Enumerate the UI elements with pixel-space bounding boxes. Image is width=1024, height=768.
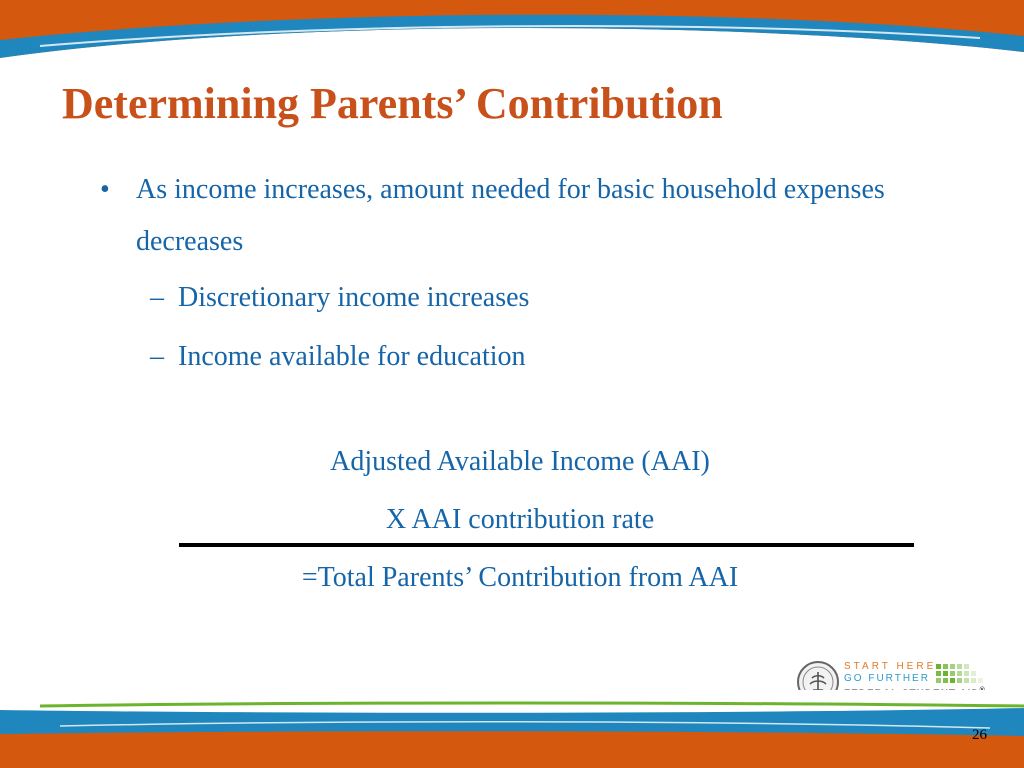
header-banner (0, 0, 1024, 70)
sub-item-text: Discretionary income increases (178, 282, 530, 313)
formula-line-rate: X AAI contribution rate (385, 504, 655, 535)
sub-item-marker: – (150, 282, 164, 313)
page-number: 26 (972, 727, 987, 743)
formula-line-aai: Adjusted Available Income (AAI) (330, 446, 710, 477)
sub-item-text: Income available for education (178, 341, 526, 372)
sub-item-education (150, 341, 526, 373)
bullet-text: As income increases, amount needed for basic household expenses decreases (136, 174, 885, 257)
slide-title: Determining Parents’ Contribution (62, 79, 723, 128)
formula-divider (179, 543, 914, 547)
logo-tagline-start: START HERE (844, 661, 937, 672)
bullet-marker: • (100, 174, 110, 205)
formula-result: =Total Parents’ Contribution from AAI (301, 562, 739, 593)
sub-item-marker: – (150, 341, 164, 372)
logo-tagline-further: GO FURTHER (844, 673, 930, 684)
sub-item-discretionary (150, 282, 529, 314)
logo-pixel-grid-icon (936, 664, 990, 686)
footer-banner (0, 690, 1024, 768)
